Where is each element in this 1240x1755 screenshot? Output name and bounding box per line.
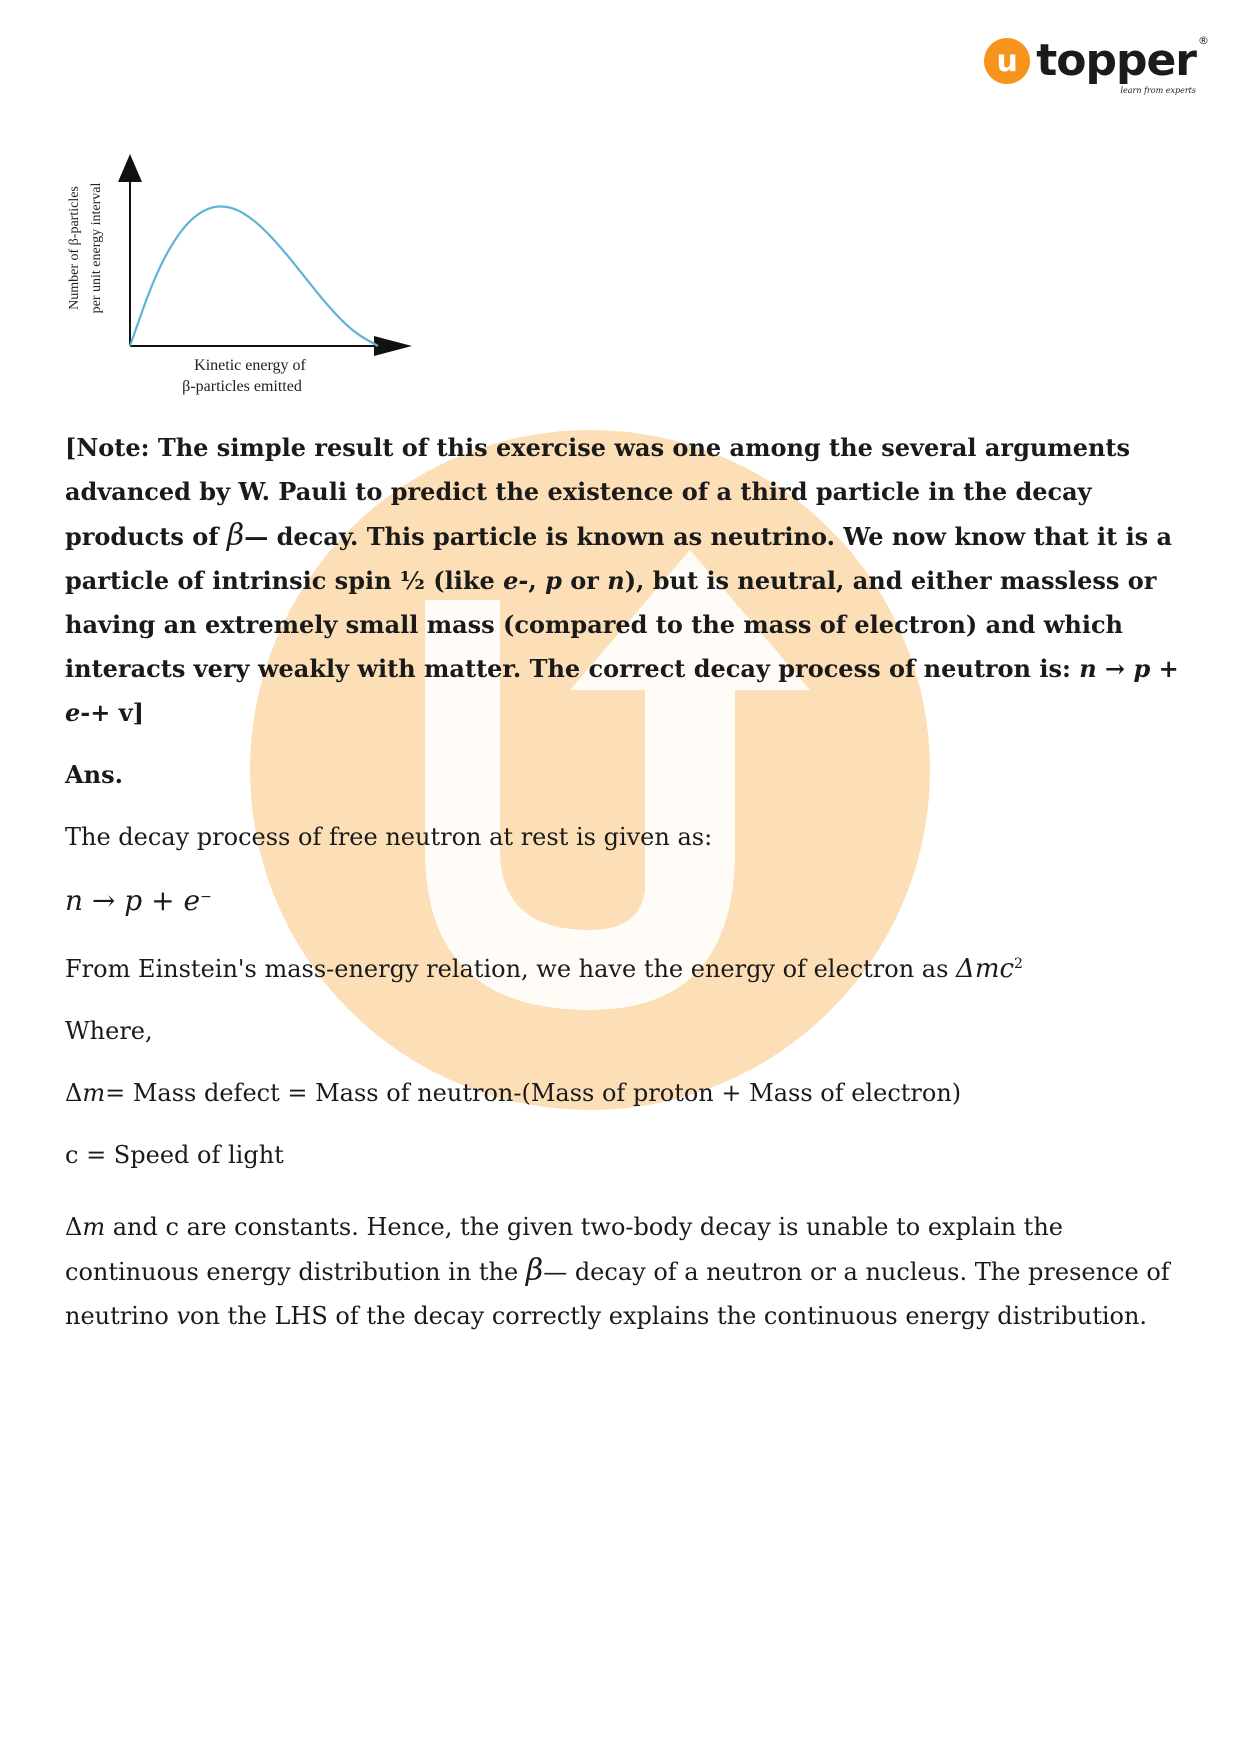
note-text-2: — decay. This particle is known as neutrino. We now know that it is a particle of intrinsic spin ½ (like xyxy=(65,522,1173,595)
x-axis-arrow xyxy=(374,336,412,356)
neutrino-symbol: v xyxy=(176,1302,191,1330)
distribution-curve xyxy=(130,206,378,346)
note-n: n xyxy=(607,566,625,595)
ans-label: Ans. xyxy=(65,760,123,789)
decay-eq-tail: -+ v] xyxy=(80,698,145,727)
conclusion-text-2: — decay of a neutron or a nucleus. The presence of neutrino xyxy=(65,1258,1170,1330)
brand-tagline: learn from experts xyxy=(1120,86,1196,95)
decay-eq-n: n xyxy=(1079,654,1097,683)
decay-eq-e: e xyxy=(65,698,81,727)
conclusion-text-3: on the LHS of the decay correctly explains the continuous energy distribution. xyxy=(190,1302,1148,1330)
note-text-1: [Note: The simple result of this exercise was one among the several arguments advanced by W. Pauli to predict the existence of a third particle in the decay products of xyxy=(65,433,1131,551)
document-body xyxy=(65,426,1185,1338)
conclusion-text-1: and c are constants. Hence, the given two-body decay is unable to explain the continuous energy distribution in the xyxy=(65,1213,1063,1286)
einstein-line xyxy=(65,942,1185,991)
two-body-equation-text: n → p + e xyxy=(65,884,201,917)
brand-name xyxy=(1036,34,1208,95)
electron-charge-sup: − xyxy=(200,889,212,905)
two-body-equation xyxy=(65,875,1185,924)
conclusion-m: m xyxy=(82,1213,106,1241)
y-axis-label xyxy=(67,183,104,314)
note-sep: , xyxy=(528,566,546,595)
note-text-3: ), but is neutral, and either massless or having an extremely small mass (compared to the mass of electron) and which interacts very weakly with matter. The correct decay process of neutron is: xyxy=(65,566,1157,683)
brand-name-text: topper xyxy=(1036,35,1196,86)
brand-registered: ® xyxy=(1198,34,1208,47)
beta-symbol: β xyxy=(226,518,245,553)
delta-symbol: Δ xyxy=(65,1079,83,1107)
mass-defect-definition xyxy=(65,1071,1185,1115)
brand-mark-icon: u xyxy=(984,38,1030,84)
ans-line-1: The decay process of free neutron at rest is given as: xyxy=(65,823,713,851)
y-axis-arrow xyxy=(118,154,142,182)
einstein-text: From Einstein's mass-energy relation, we have the energy of electron as xyxy=(65,955,957,983)
decay-eq-p: p xyxy=(1133,654,1151,683)
note-p: p xyxy=(545,566,562,595)
speed-of-light-definition: c = Speed of light xyxy=(65,1141,284,1169)
decay-eq-arrow: → xyxy=(1096,654,1134,683)
y-axis-label-line1: Number of β-particles xyxy=(67,186,82,310)
mass-energy-sup: 2 xyxy=(1014,956,1023,972)
conclusion-delta: Δ xyxy=(65,1213,83,1241)
conclusion-beta-symbol: β xyxy=(525,1253,544,1288)
x-axis-label-line1: Kinetic energy of xyxy=(194,357,306,374)
note-or: or xyxy=(561,566,608,595)
m-symbol: m xyxy=(82,1079,106,1107)
beta-spectrum-chart xyxy=(62,148,422,408)
decay-eq-plus: + xyxy=(1150,654,1179,683)
y-axis-label-line2: per unit energy interval xyxy=(89,182,104,314)
note-e-minus: e- xyxy=(503,566,529,595)
brand-logo xyxy=(984,34,1208,95)
note-paragraph xyxy=(65,426,1185,735)
mass-defect-text: = Mass defect = Mass of neutron-(Mass of proton + Mass of electron) xyxy=(105,1079,962,1107)
where-label: Where, xyxy=(65,1017,153,1045)
mass-energy-expression: Δmc xyxy=(956,954,1015,984)
x-axis-label-line2: β-particles emitted xyxy=(182,378,302,395)
conclusion-paragraph xyxy=(65,1205,1185,1338)
